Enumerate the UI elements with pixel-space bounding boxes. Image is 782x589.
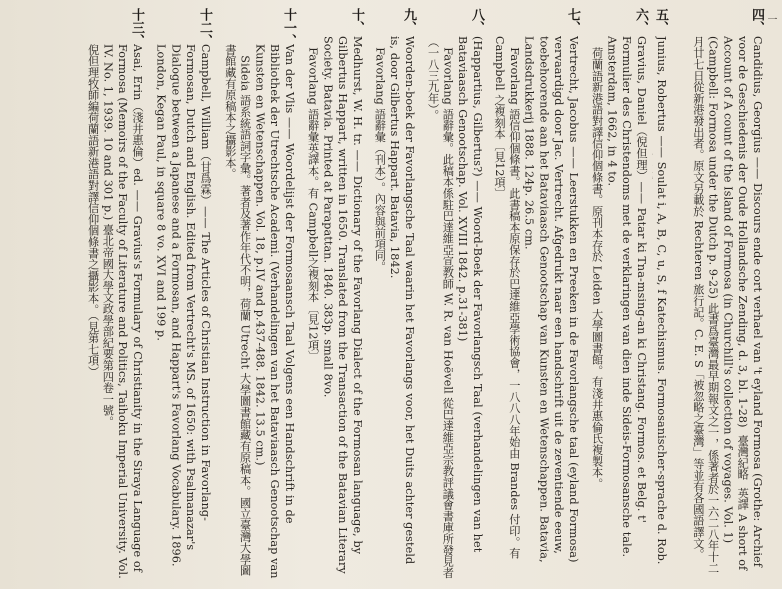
entry-number-4: 四、 <box>749 8 764 34</box>
entry-13: Asai, Erin（淺井惠倫）ed. —— Gravius's Formulary of Christianity in the Siraya Language of Formosa (Memoirs of the Faculty of Literature and Politics, Taihoku Imperial University. Vol. IV. No. 1, 1939. 10 and 301 p.) 臺北帝國大學文政學部紀要第四卷一號。 倪但理牧師編荷蘭語新港語對譯信仰個條書之攝影本。（見第七項） <box>86 44 144 579</box>
entry-number-10: 十、 <box>349 8 364 34</box>
entry-8: (Happartius, Gilbertus?) —— Woord-Boek der Favorlangsch Taal (verhandelingen van het Bataviaasch Genootschap. Vol. XVIII 1842. p.31-381) Favorlang 語辭彙。此稿本係駐巴達維亞宣教師 W. R. van Hoëvell 從巴達維亞宗教評議會書庫所發見者（一八三九年）。 <box>426 36 484 579</box>
entry-number-5: 五、 <box>653 8 668 34</box>
entry-10: Medhurst, W. H. tr. —— Dictionary of the Favorlang Dialect of the Formosan language, by Gilbertus Happart, written in 1650. Translated from the Transaction of the Batavian Literary Society. Batavia. Printed at Parapattan. 1840. 383p. small 8vo. Favorlang 語辭彙英譯本。有 Campbell之複刻本〔見12項〕 <box>306 36 364 574</box>
entry-9: Woorden-boek der Favorlangsche Taal waarin het Favorlangs voor, het Duits achter gesteld is, door Gilbertus Happart. Batavia, 1842. Favorlang 語辭彙（刊本）。內容與前項同。 <box>373 36 416 565</box>
entry-number-8: 八、 <box>469 8 484 34</box>
entry-6: Gravius, Daniel（倪但理）—— Patar ki Tna-msing-an ki Christang. Formos. et Belg. t' Formulier des Christendoms met de verklaringen van dien inde Sideis-Formosansche tale. Amsterdam, 1662, in 4 to. 荷蘭語新港語對譯信仰個條書。原刊本存於 Leiden 大學圖書館。有淺井惠倫氏複製本。 <box>590 36 648 558</box>
entry-11: Van der Vlis —— Woordelijst der Formosaansch Taal Volgens een Handschrift in de Bibliothek der Utrechtsche Academi. (Verhandelingen van het Bataviaasch Genootschap van Kunsten en Wetenschappen. Vol. 18, p.IV and p.437-488. 1842. 13.5 cm.) Sideia 語系統語詞字彙。著者及著作年代不明，荷蘭 Utrecht 大學圖書館藏有原稿本。國立臺灣大學圖書館藏有原稿本之攝影本。 <box>223 44 296 579</box>
entry-number-9: 九、 <box>401 8 416 34</box>
entry-number-6: 六、 <box>633 8 648 34</box>
entry-4: Candidius, Georgius —— Discours ende cort verhael van 't eyland Formosa (Grothe: Archief voor de Geschiedenis der Oude Hollandsche Zending, d. 3, bl. 1-28) 臺灣紀略 英譯 A short of Account of A count of the Island of Formosa (in Churchill's collection of voyages. Vol. 1) (Campbell: Formosa under the Dutch p. 9-25) 此書爲臺灣最早期報文之一，係著者於一六二八年十二月廿七日從新港發出者。原文另載於 Rechteren 旅行記。C. E. S「被忽略之臺灣」等並有各國語譯文。 <box>691 36 764 574</box>
entry-number-7: 七、 <box>565 8 580 34</box>
entry-7: Vertrecht, Jacobus —— Leerstukken en Preeken in de Favorlangsche taal (eyland Formosa) vervaardigd door Jac. Vertrecht. Afgedrukt naar een handschrift uit de zeventiende eeuw, toebehoorende aan het Bataviaasch Genootschap van Kunsten en Wetenschappen. Batavia, Landsdrukkerij 1888. 124p. 26.5 cm. Favorlang 語信仰個條書。此書稿本原保存於巴達維亞學術協會，一八八八年始由 Brandes 付印。有 Campbell 之複刻本〔見12項〕 <box>493 36 580 563</box>
entry-5: Junius, Robertus —— Soulat i, A, B, C, u, S, f Katechismus. Formosanischer-sprache d. Rob. <box>655 36 668 565</box>
page-marker: 一 <box>765 14 776 24</box>
entry-number-12: 十二、 <box>197 8 212 47</box>
entry-12: Campbell, William（甘爲霖）—— The Articles of Christian Instruction in Favorlang-Formosan, Dutch and English. Edited from Vertrecht's MS. of 1650: with Psalmanazar's Dialogue between a Japanese and a Formosan, and Happart's Favorlang Vocabulary. 1896. London, Kegan Paul, in square 8 vo. XVI and 199 p. <box>154 44 212 571</box>
entry-number-13: 十三、 <box>129 8 144 47</box>
entry-number-11: 十一、 <box>281 8 296 47</box>
